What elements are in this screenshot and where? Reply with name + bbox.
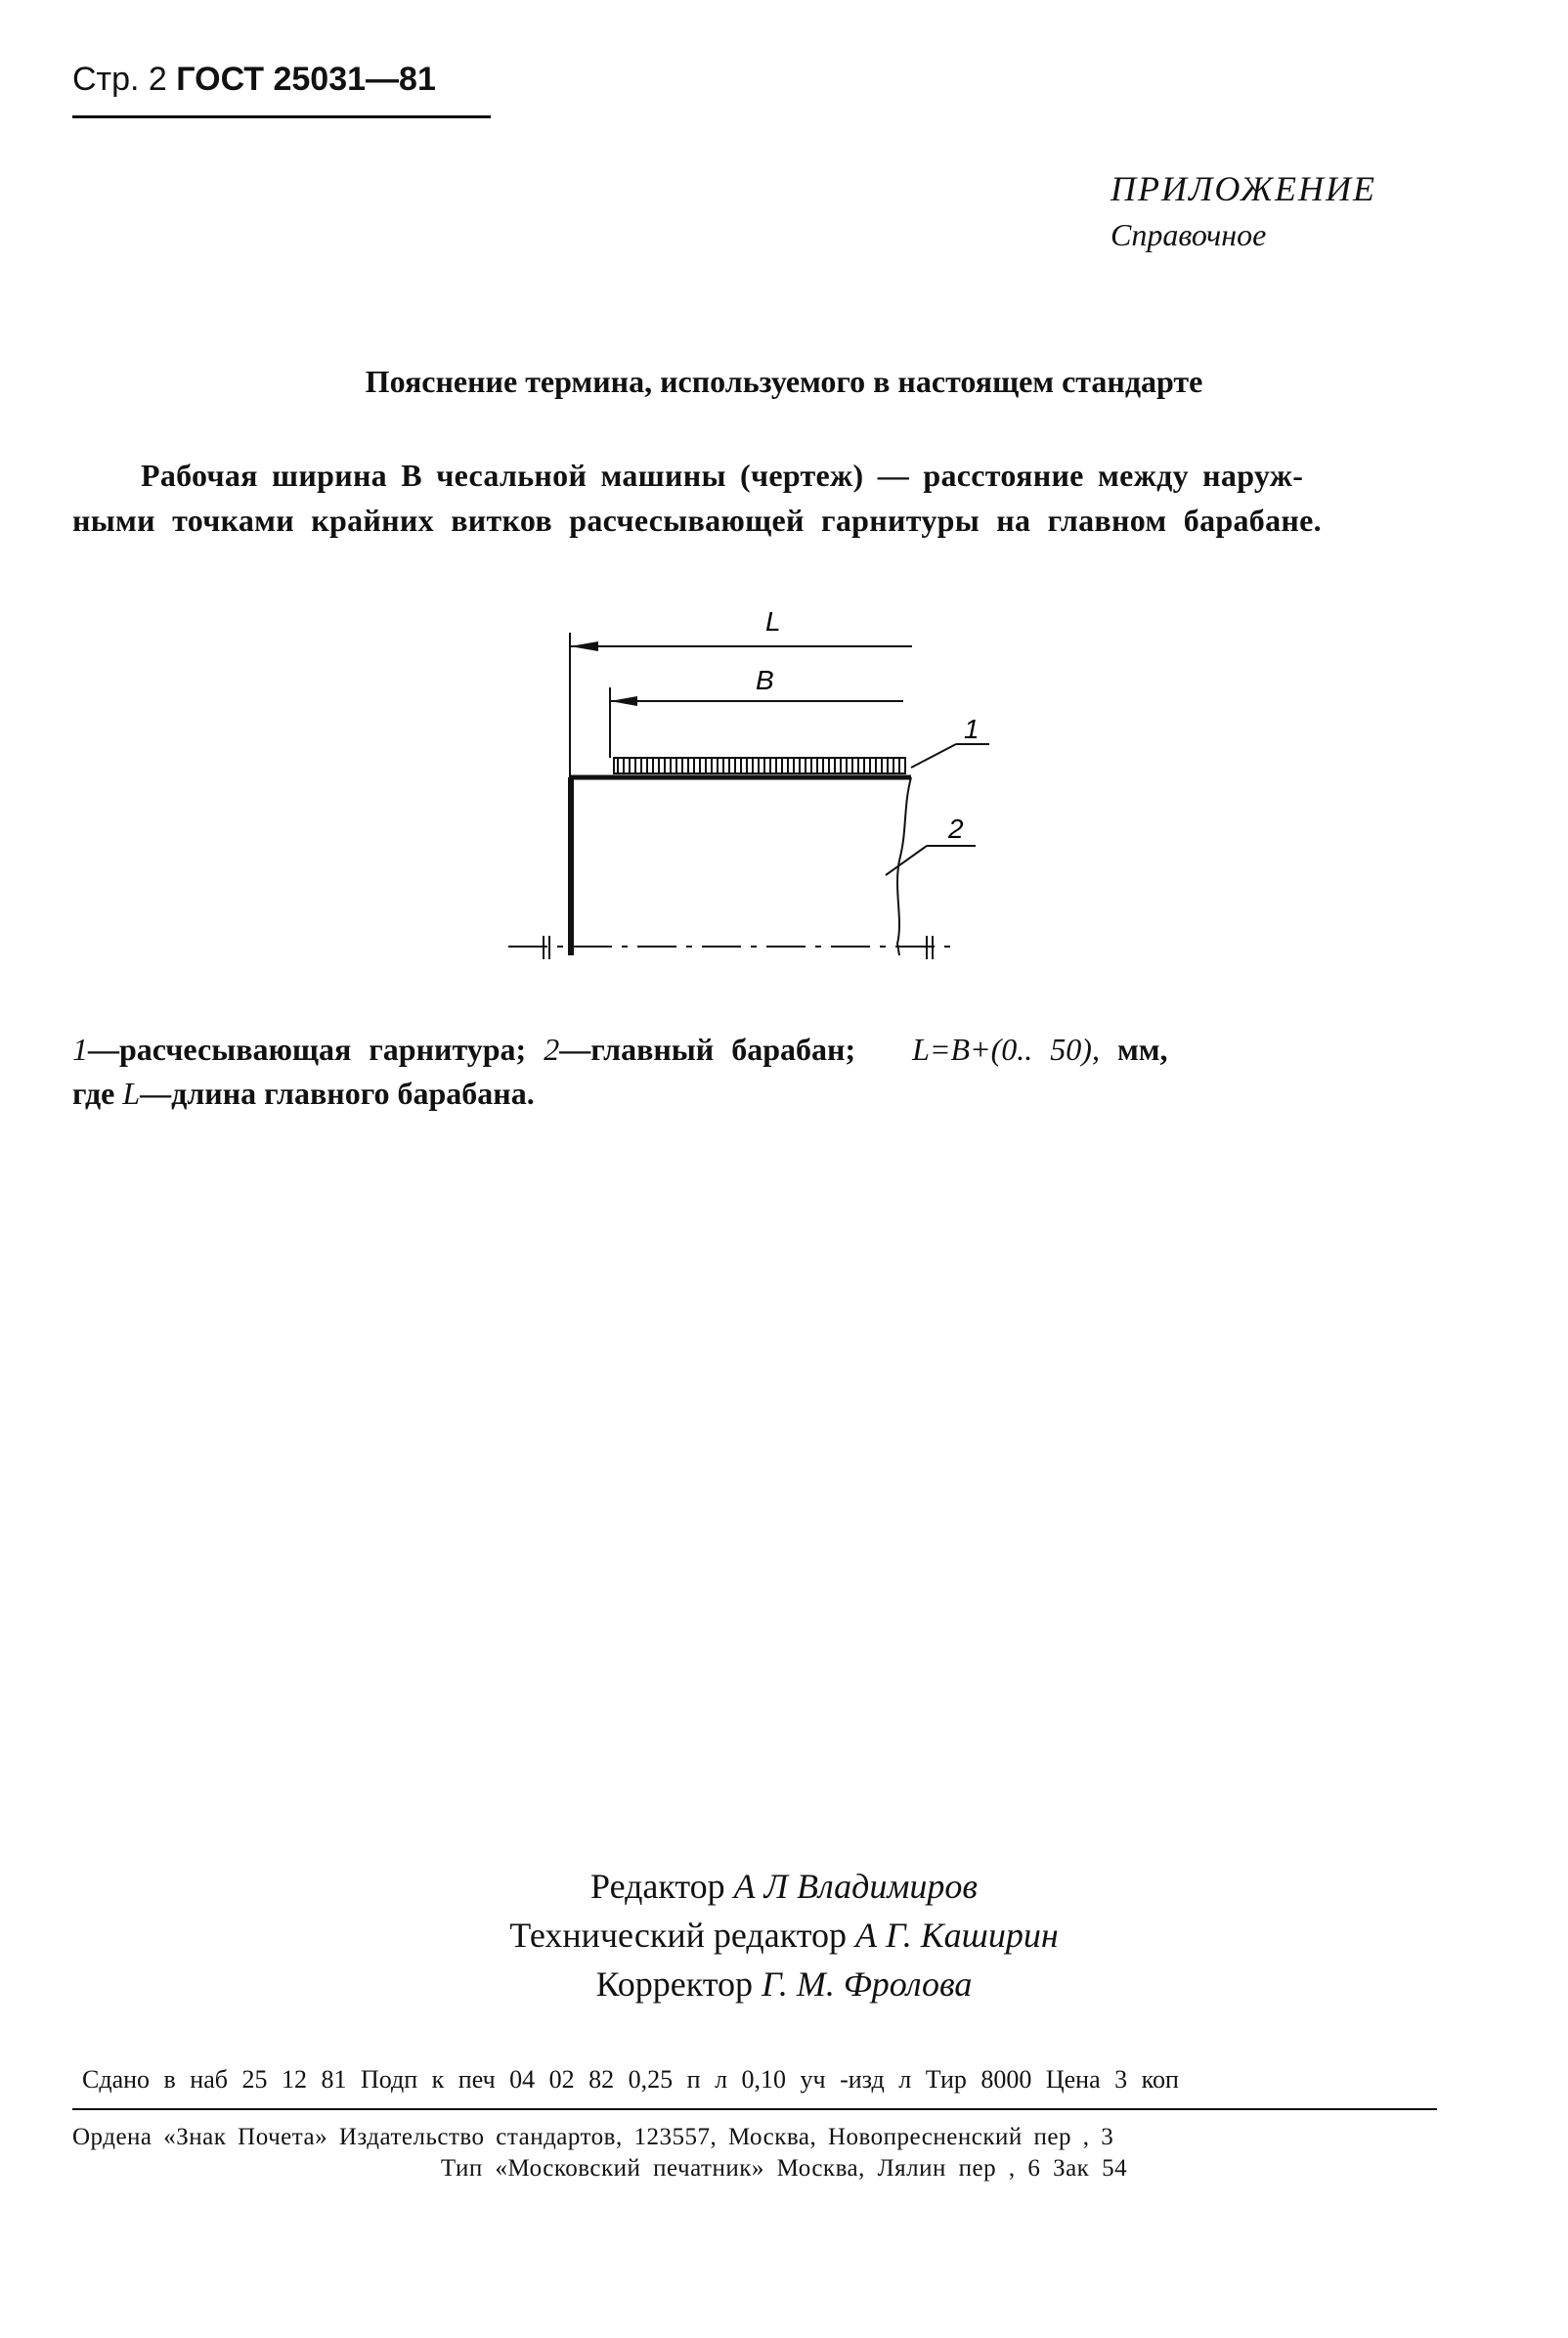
caption-unit: мм, — [1116, 1032, 1168, 1067]
appendix-title: ПРИЛОЖЕНИЕ — [1111, 169, 1376, 208]
caption-definition: —длина главного барабана. — [140, 1076, 535, 1111]
figure-caption-line-1 — [72, 1032, 1168, 1068]
clothing-hatching — [618, 758, 899, 773]
page-number: Стр. 2 — [72, 61, 167, 98]
caption-var-L: L — [122, 1076, 141, 1111]
figure-caption-line-2 — [72, 1076, 535, 1112]
caption-item-2: —главный барабан; — [559, 1032, 856, 1067]
card-machine-drawing — [489, 611, 997, 993]
editor-line — [0, 1866, 1568, 1907]
page-header — [72, 61, 436, 99]
standard-code: ГОСТ 25031—81 — [176, 61, 436, 98]
publisher-info: Ордена «Знак Почета» Издательство стандартов, 123557, Москва, Новопресненский пер , 3 — [72, 2124, 1114, 2150]
leader-2 — [886, 846, 927, 875]
print-info: Сдано в наб 25 12 81 Подп к печ 04 02 82 0,25 п л 0,10 уч -изд л Тир 8000 Цена 3 коп — [82, 2065, 1179, 2094]
caption-formula: L=B+(0.. 50), — [912, 1032, 1100, 1067]
caption-num-2: 2 — [544, 1032, 560, 1067]
arrowhead-L — [570, 641, 598, 651]
section-heading: Пояснение термина, используемого в настоящем стандарте — [365, 364, 1203, 399]
tech-editor-line — [0, 1915, 1568, 1956]
tech-editor-name: А Г. Каширин — [855, 1916, 1059, 1955]
caption-where: где — [72, 1076, 123, 1111]
leader-1 — [911, 744, 956, 768]
label-2: 2 — [948, 814, 964, 844]
definition-line-2: ными точками крайних витков расчесывающей гарнитуры на главном барабане. — [72, 503, 1322, 538]
label-1: 1 — [964, 714, 980, 744]
corrector-role: Корректор — [595, 1964, 754, 2004]
label-B: B — [756, 665, 774, 695]
tech-editor-role: Технический редактор — [509, 1916, 847, 1955]
label-L: L — [765, 611, 781, 637]
printer-info: Тип «Московский печатник» Москва, Лялин пер , 6 Зак 54 — [440, 2155, 1128, 2182]
corrector-name: Г. М. Фролова — [762, 1964, 973, 2004]
definition-line-1: Рабочая ширина В чесальной машины (чертеж) — расстояние между наруж- — [141, 458, 1304, 493]
caption-item-1: —расчесывающая гарнитура; — [88, 1032, 527, 1067]
caption-num-1: 1 — [72, 1032, 88, 1067]
footer-rule — [72, 2108, 1437, 2110]
arrowhead-B — [610, 696, 637, 706]
editor-role: Редактор — [590, 1867, 725, 1906]
corrector-line — [0, 1963, 1568, 2005]
header-rule — [72, 115, 491, 118]
editor-name: А Л Владимиров — [733, 1867, 978, 1906]
appendix-subtitle: Справочное — [1111, 217, 1267, 252]
